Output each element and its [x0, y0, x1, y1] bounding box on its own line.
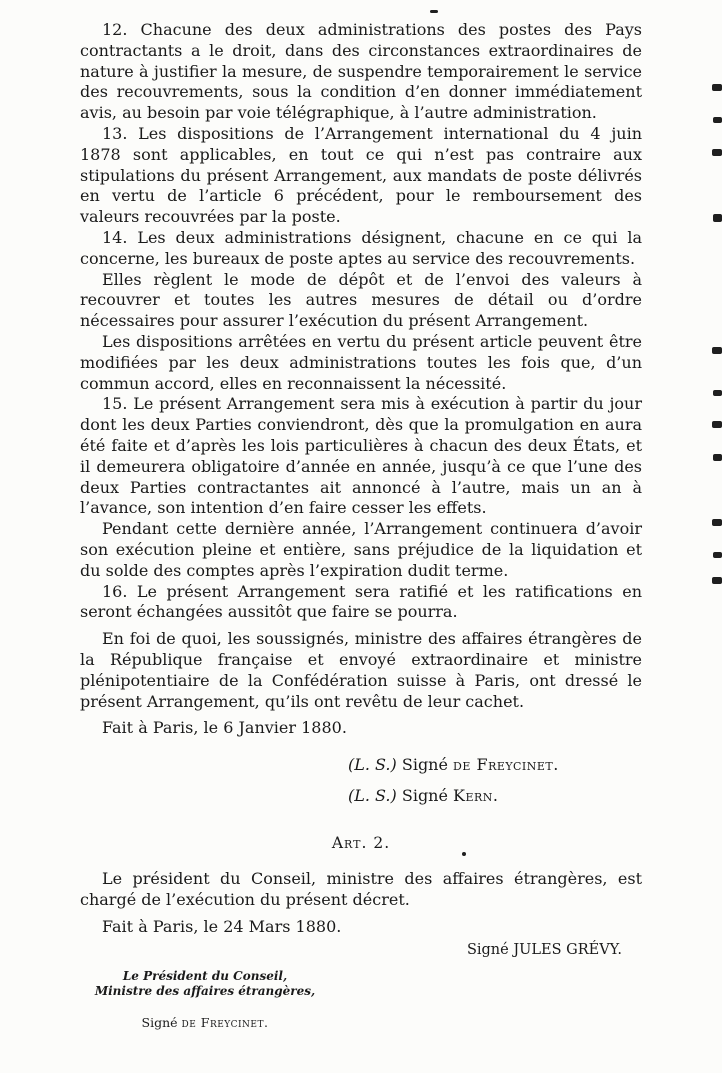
paragraph-article-16: 16. Le présent Arrangement sera ratifié et les ratifications en seront échangées aussitôt que faire se pourra. [80, 581, 642, 622]
date-line-january: Fait à Paris, le 6 Janvier 1880. [102, 718, 347, 738]
scan-artifact [712, 84, 722, 91]
paragraph-article-14-cont-2: Les dispositions arrêtées en vertu du présent article peuvent être modifiées par les deux administrations toutes les fois que, d’un commun accord, elles en reconnaissent la nécessité. [80, 331, 642, 393]
paragraph-article-15-cont: Pendant cette dernière année, l’Arrangement continuera d’avoir son exécution pleine et entière, sans préjudice de la liquidation et du solde des comptes après l’expiration dudit terme. [80, 519, 642, 580]
official-title-line-2: Ministre des affaires étrangères, [94, 983, 316, 998]
signatory-name-freycinet: de Freycinet. [181, 1014, 269, 1030]
signature-line-freycinet [348, 755, 642, 776]
scan-artifact [713, 117, 722, 123]
document-body [80, 20, 642, 1033]
signe-label: Signé [401, 755, 448, 775]
scan-artifact [712, 519, 722, 526]
paragraph-closing-formula: En foi de quoi, les soussignés, ministre des affaires étrangères de la République française et envoyé extraordinaire et ministre plénipotentiaire de la Confédération suisse à Paris, ont dressé le présent Arrangement, qu’ils ont revêtu de leur cachet. [80, 629, 642, 711]
signatory-name-freycinet: de Freycinet. [453, 755, 559, 775]
scan-artifact [712, 347, 722, 354]
scan-artifact [713, 390, 722, 396]
seal-mark: (L. S.) [348, 755, 397, 775]
scan-artifact [462, 852, 466, 856]
paragraph-article-12: 12. Chacune des deux administrations des postes des Pays contractants a le droit, dans des circonstances extraordinaires de nature à justifier la mesure, de suspendre temporairement le service des recouvrements, sous la condition d’en donner immédiatement avis, au besoin par voie télégraphique, à l’autre administration. [80, 20, 642, 123]
signe-label: Signé [141, 1014, 178, 1030]
official-title-line-1: Le Président du Conseil, [122, 968, 288, 983]
signatory-name-kern: Kern. [453, 785, 499, 805]
date-line-march: Fait à Paris, le 24 Mars 1880. [102, 917, 342, 937]
paragraph-decree: Le président du Conseil, ministre des affaires étrangères, est chargé de l’exécution du présent décret. [80, 869, 642, 910]
official-title-block [80, 969, 330, 1034]
scan-artifact [712, 577, 722, 584]
seal-mark: (L. S.) [348, 785, 397, 805]
scan-artifact [713, 454, 722, 461]
paragraph-article-14: 14. Les deux administrations désignent, chacune en ce qui la concerne, les bureaux de poste aptes au service des recouvrements. [80, 227, 642, 268]
signe-label: Signé [401, 785, 448, 805]
scan-artifact [713, 552, 722, 558]
paragraph-article-13: 13. Les dispositions de l’Arrangement international du 4 juin 1878 sont applicables, en tout ce qui n’est pas contraire aux stipulations du présent Arrangement, aux mandats de poste délivrés en vertu de l’article 6 précédent, pour le remboursement des valeurs recouvrées par la poste. [80, 123, 642, 227]
paragraph-article-14-cont-1: Elles règlent le mode de dépôt et de l’envoi des valeurs à recouvrer et toutes les autres mesures de détail ou d’ordre nécessaires pour assurer l’exécution du présent Arrangement. [80, 269, 642, 331]
signature-line-grevy: Signé JULES GRÉVY. [466, 941, 622, 958]
scan-artifact [713, 214, 722, 222]
scan-artifact [430, 10, 438, 13]
signature-line-freycinet-bottom [80, 1013, 330, 1034]
scan-artifact [712, 421, 722, 428]
article-2-heading: Art. 2. [331, 833, 391, 852]
signature-line-kern [348, 786, 642, 807]
scan-artifact [712, 149, 722, 156]
signature-block [80, 755, 642, 807]
paragraph-article-15: 15. Le présent Arrangement sera mis à exécution à partir du jour dont les deux Parties conviendront, dès que la promulgation en aura été faite et d’après les lois particulières à chacun des deux États, et il demeurera obligatoire d’année en année, jusqu’à ce que l’une des deux Parties contractantes ait annoncé à l’autre, mais un an à l’avance, son intention d’en faire cesser les effets. [80, 394, 642, 518]
